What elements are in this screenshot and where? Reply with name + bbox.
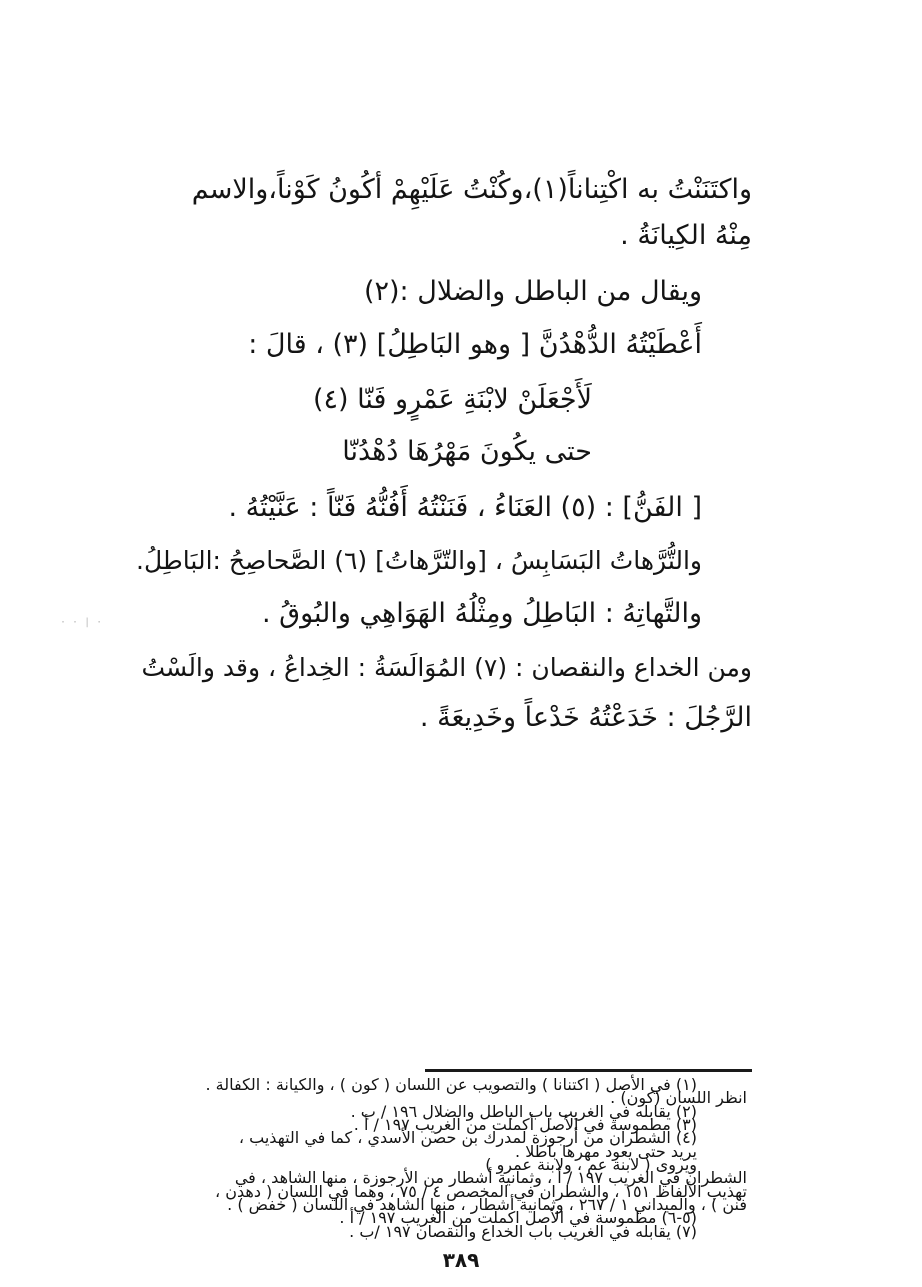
body-line-5: [ الفَنُّ] : (٥) العَنَاءُ ، فَنَنْتُهُ أَفُنُّهُ فَنّاً : عَنَّيْتُهُ . [228,492,702,523]
footnote-line-11: (٥-٦) مطموسة في الأصل اكملت من الغريب ١٩٧ / أ . [339,1208,697,1228]
footnote-line-6: يريد حتى يعود مهرها باطلا . [515,1141,697,1161]
verse-line-2: حتى يكُونَ مَهْرُهَا دُهْدُنّا [342,436,592,467]
body-line-9: الرَّجُلَ : خَدَعْتُهُ خَدْعاً وخَدِيعَةً . [419,702,752,733]
body-line-3: ويقال من الباطل والضلال :(٢) [363,276,702,307]
body-line-6: والتُّرَّهاتُ البَسَابِسُ ، [والتّرَّهاتُ] (٦) الصَّحاصِحُ :البَاطِلُ. [136,546,702,575]
body-line-8: ومن الخداع والنقصان : (٧) المُوَالَسَةُ : الخِداعُ ، وقد والَسْتُ [141,653,752,682]
body-line-4: أَعْطَيْتُهُ الدُّهْدُنَّ [ وهو البَاطِلُ] (٣) ، قالَ : [248,329,702,360]
margin-speck: · · | · [60,617,103,628]
footnote-line-9: تهذيب الألفاظ ١٥١ ، والشطران في المخصص ٤ / ٧٥ ، وهما في اللسان ( دهدن ، [215,1181,747,1201]
page-number: ٣٨٩ [442,1248,480,1272]
footnote-separator [425,1069,752,1072]
body-line-1: واكتَنَنْتُ به اكْتِناناً(١)،وكُنْتُ عَلَيْهِمْ أكُونُ كَوْناً،والاسم [191,174,752,205]
footnote-line-5: (٤) الشطران من أرجوزة لمدرك بن حصن الأسدي ، كما في التهذيب ، [238,1128,697,1148]
footnote-line-1: (١) في الأصل ( اكتنانا ) والتصويب عن اللسان ( كون ) ، والكيانة : الكفالة . [205,1075,697,1094]
footnote-line-2: انظر اللسان (كون) . [610,1088,747,1108]
body-line-7: والتَّهاتِهُ : البَاطِلُ ومِثْلُهُ الهَوَاهِي والبُوقُ . [261,598,702,629]
footnote-line-12: (٧) يقابله في الغريب باب الخداع والنقصان ١٩٧ /ب . [349,1221,697,1241]
footnote-line-4: (٣) مطموسة في الأصل أكملت من الغريب ١٩٧ / أ . [353,1115,697,1134]
footnote-line-10: فنن ) ، والميداني ١ / ٢٦٧ ، وثمانية أشطار ، منها الشاهد في اللسان ( خفض ) . [227,1195,747,1214]
footnote-line-7: ويروى ( لابنة عم ، ولابنة عمرو ) [485,1155,697,1174]
verse-line-1: لَأَجْعَلَنْ لابْنَةِ عَمْرٍو فَنّا (٤) [312,384,592,415]
footnote-line-3: (٢) يقابله في الغريب باب الباطل والضلال ١٩٦ / ب . [350,1101,697,1121]
footnote-line-8: الشطران في الغريب ١٩٧ / أ ، وثمانية أشطار من الأرجوزة ، منها الشاهد ، في [234,1168,747,1188]
body-line-2: مِنْهُ الكِيانَةُ . [620,220,752,251]
